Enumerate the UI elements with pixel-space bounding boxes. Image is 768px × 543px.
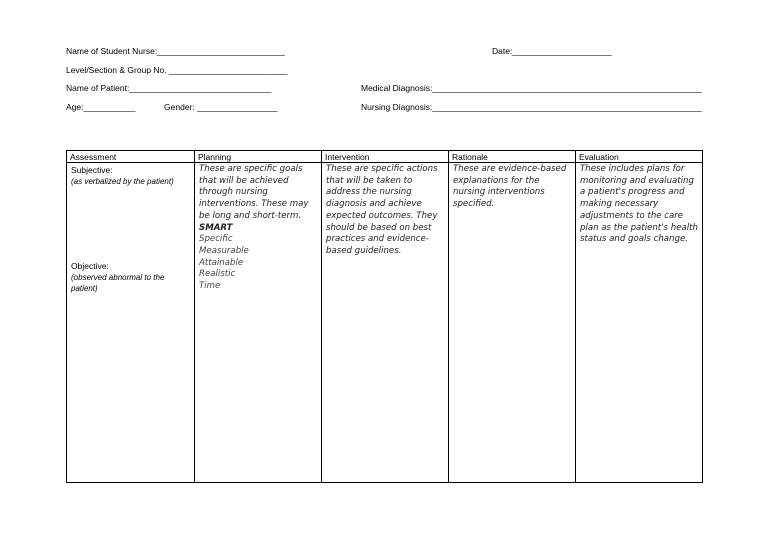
planning-column [194, 151, 321, 482]
smart-item-attainable: Attainable [199, 257, 244, 268]
intervention-text: These are specific actions that will be taken to address the nursing diagnosis and achieve expected outcomes. They should be based on best practices and evidence-based guidelines. [326, 164, 438, 256]
objective-label: Objective: [71, 260, 109, 271]
evaluation-text: These includes plans for monitoring and evaluating a patient's progress and making necessary adjustments to the care plan as the patient's health status and goals change. [580, 164, 698, 245]
objective-note: (observed abnormal to the patient) [71, 272, 165, 293]
subjective-note: (as verbalized by the patient) [71, 177, 174, 186]
planning-header: Planning [195, 151, 321, 163]
smart-item-measurable: Measurable [199, 245, 249, 256]
evaluation-cell[interactable] [576, 163, 702, 246]
care-plan-table [66, 150, 703, 483]
nursing-diagnosis-field[interactable]: Nursing Diagnosis:_________________________________________________________ [361, 102, 702, 112]
smart-item-realistic: Realistic [199, 269, 236, 280]
patient-name-field[interactable]: Name of Patient:______________________________ [66, 83, 272, 93]
rationale-cell[interactable] [449, 163, 575, 211]
planning-text: These are specific goals that will be achieved through nursing interventions. These may be long and short-term. [199, 164, 309, 221]
age-field[interactable]: Age:___________ [66, 102, 136, 112]
level-section-field[interactable]: Level/Section & Group No. _________________________ [66, 65, 288, 75]
assessment-header: Assessment [67, 151, 194, 163]
intervention-header: Intervention [322, 151, 448, 163]
medical-diagnosis-field[interactable]: Medical Diagnosis:_________________________________________________________ [361, 83, 702, 93]
assessment-cell[interactable] [67, 163, 194, 295]
smart-item-specific: Specific [199, 234, 233, 245]
date-field[interactable]: Date:_____________________ [492, 46, 612, 56]
planning-cell[interactable] [195, 163, 321, 293]
smart-title: SMART [199, 222, 233, 233]
rationale-header: Rationale [449, 151, 575, 163]
intervention-column [321, 151, 448, 482]
rationale-text: These are evidence-based explanations for the nursing interventions specified. [453, 164, 567, 210]
subjective-label: Subjective: [71, 165, 113, 175]
assessment-column [67, 151, 194, 482]
student-nurse-field[interactable]: Name of Student Nurse:___________________________ [66, 46, 285, 56]
evaluation-column [575, 151, 702, 482]
gender-field[interactable]: Gender: _________________ [164, 102, 278, 112]
intervention-cell[interactable] [322, 163, 448, 258]
smart-item-time: Time [199, 281, 221, 292]
rationale-column [448, 151, 575, 482]
evaluation-header: Evaluation [576, 151, 702, 163]
